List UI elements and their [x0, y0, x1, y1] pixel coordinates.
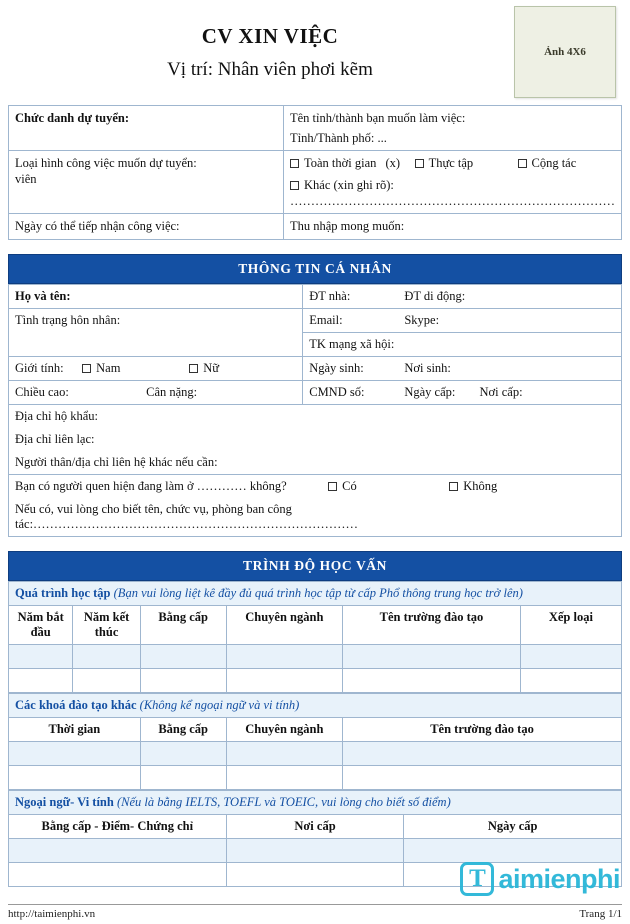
- other-courses-cell: [9, 694, 622, 718]
- reference-question-cell: [9, 475, 622, 499]
- cell[interactable]: [343, 742, 622, 766]
- position-cell: [9, 106, 284, 151]
- opt-intern-label: Thực tập: [428, 156, 474, 170]
- cell[interactable]: [9, 645, 73, 669]
- cell[interactable]: [9, 669, 73, 693]
- photo-placeholder-label: Ảnh 4X6: [544, 46, 586, 58]
- opt-fulltime-label: Toàn thời gian: [304, 156, 377, 170]
- table-row: [9, 151, 622, 214]
- salary-label: Thu nhập mong muốn:: [290, 219, 405, 233]
- gender-cell: [9, 357, 303, 381]
- education-process-note: (Bạn vui lòng liệt kê đầy đủ quá trình học tập từ cấp Phổ thông trung học trở lên): [113, 586, 523, 600]
- table-row[interactable]: [9, 839, 622, 863]
- table-row: [9, 285, 622, 309]
- table-row: [9, 428, 622, 451]
- ref-no-label: Không: [463, 479, 498, 493]
- table-row: [9, 498, 622, 537]
- cell[interactable]: [343, 766, 622, 790]
- col-year-start: Năm bắt đầu: [9, 606, 73, 645]
- opt-fulltime-mark: (x): [385, 156, 401, 170]
- cell[interactable]: [520, 645, 621, 669]
- page-subtitle: Vị trí: Nhân viên phơi kẽm: [167, 59, 373, 80]
- col-issue-date: Ngày cấp: [404, 815, 622, 839]
- table-header-row: [9, 606, 622, 645]
- relative-cell: [9, 451, 622, 475]
- cell[interactable]: [404, 839, 622, 863]
- skype-label: Skype:: [404, 313, 440, 327]
- table-header-row: [9, 718, 622, 742]
- table-row: [9, 405, 622, 429]
- col-major: Chuyên ngành: [226, 606, 342, 645]
- cell[interactable]: [343, 669, 521, 693]
- table-row[interactable]: [9, 669, 622, 693]
- col-certificate: Bằng cấp - Điểm- Chứng chỉ: [9, 815, 227, 839]
- cell[interactable]: [404, 863, 622, 887]
- gender-male-label: Nam: [96, 361, 121, 375]
- table-row[interactable]: [9, 766, 622, 790]
- cell[interactable]: [226, 645, 342, 669]
- col-time: Thời gian: [9, 718, 141, 742]
- section-banner-personal: THÔNG TIN CÁ NHÂN: [8, 254, 622, 284]
- footer-url[interactable]: http://taimienphi.vn: [8, 908, 96, 920]
- permanent-address-cell: [9, 405, 622, 429]
- table-row: [9, 357, 622, 381]
- section-banner-education: TRÌNH ĐỘ HỌC VẤN: [8, 551, 622, 581]
- marital-label: Tình trạng hôn nhân:: [15, 313, 121, 327]
- spacer-cell: [9, 333, 303, 357]
- body-cell: [9, 381, 303, 405]
- col-year-end: Năm kết thúc: [73, 606, 140, 645]
- ref-yes-label: Có: [342, 479, 357, 493]
- mobile-label: ĐT di động:: [404, 289, 466, 303]
- checkbox-male[interactable]: [82, 364, 91, 373]
- job-type-label: Loại hình công việc muốn dự tuyển:: [15, 156, 197, 170]
- reference-detail-label: Nếu có, vui lòng cho biết tên, chức vụ, phòng ban công tác:……………………………………………………………………: [15, 502, 359, 531]
- col-degree: Bằng cấp: [140, 606, 226, 645]
- table-row: [9, 214, 622, 240]
- opt-other-label: Khác (xin ghi rõ): ……………………………………………………………………: [290, 178, 615, 208]
- education-process-label: Quá trình học tập: [15, 586, 111, 600]
- relative-label: Người thân/địa chỉ liên hệ khác nếu cần:: [15, 455, 218, 469]
- cell[interactable]: [73, 645, 140, 669]
- contact-address-label: Địa chỉ liên lạc:: [15, 432, 95, 446]
- checkbox-female[interactable]: [189, 364, 198, 373]
- col-issue-place: Nơi cấp: [226, 815, 404, 839]
- id-label: CMND số:: [309, 385, 365, 399]
- col-major-2: Chuyên ngành: [226, 718, 342, 742]
- language-header-row: [9, 791, 622, 815]
- cell[interactable]: [226, 669, 342, 693]
- province-cell: [284, 106, 622, 151]
- table-row[interactable]: [9, 645, 622, 669]
- reference-detail-cell: [9, 498, 622, 537]
- table-row: [9, 333, 622, 357]
- gender-female-label: Nữ: [203, 361, 220, 375]
- id-cell: [303, 381, 622, 405]
- top-info-table: [8, 105, 622, 240]
- table-row: [9, 309, 622, 333]
- cell[interactable]: [140, 669, 226, 693]
- col-school: Tên trường đào tạo: [343, 606, 521, 645]
- table-row[interactable]: [9, 742, 622, 766]
- table-header-row: [9, 815, 622, 839]
- home-phone-label: ĐT nhà:: [309, 289, 351, 303]
- cell[interactable]: [9, 863, 227, 887]
- start-date-label: Ngày có thể tiếp nhận công việc:: [15, 219, 180, 233]
- table-row[interactable]: [9, 863, 622, 887]
- checkbox-intern[interactable]: [415, 159, 424, 168]
- language-label: Ngoại ngữ- Vi tính: [15, 795, 114, 809]
- logo-mark-icon: T: [460, 862, 494, 896]
- opt-collab-label: Cộng tác: [531, 156, 577, 170]
- cell[interactable]: [140, 645, 226, 669]
- checkbox-ref-no[interactable]: [449, 482, 458, 491]
- other-courses-label: Các khoá đào tạo khác: [15, 698, 137, 712]
- id-date-label: Ngày cấp:: [404, 385, 456, 399]
- education-table: [8, 581, 622, 693]
- job-type-label-2: viên: [15, 172, 37, 186]
- col-school-2: Tên trường đào tạo: [343, 718, 622, 742]
- table-row: [9, 475, 622, 499]
- other-courses-table: [8, 693, 622, 790]
- weight-label: Cân nặng:: [146, 385, 198, 399]
- logo-text: aimienphi: [498, 863, 620, 894]
- language-it-table: [8, 790, 622, 887]
- salary-cell: [284, 214, 622, 240]
- photo-placeholder: [514, 6, 616, 98]
- cell[interactable]: [140, 742, 226, 766]
- birth-label: Ngày sinh:: [309, 361, 364, 375]
- social-cell: [303, 333, 622, 357]
- email-cell: [303, 309, 622, 333]
- email-label: Email:: [309, 313, 343, 327]
- col-degree-2: Bằng cấp: [140, 718, 226, 742]
- job-type-options-cell: [284, 151, 622, 214]
- document-footer: [8, 904, 622, 920]
- start-date-cell: [9, 214, 284, 240]
- social-label: TK mạng xã hội:: [309, 337, 395, 351]
- table-row: [9, 381, 622, 405]
- gender-label: Giới tính:: [15, 361, 64, 375]
- education-process-cell: [9, 582, 622, 606]
- footer-page: Trang 1/1: [579, 908, 622, 920]
- job-type-cell: [9, 151, 284, 214]
- cell[interactable]: [343, 645, 521, 669]
- education-process-header-row: [9, 582, 622, 606]
- height-label: Chiều cao:: [15, 385, 69, 399]
- cell[interactable]: [9, 839, 227, 863]
- cell[interactable]: [9, 766, 141, 790]
- cell[interactable]: [73, 669, 140, 693]
- checkbox-collab[interactable]: [518, 159, 527, 168]
- personal-info-table: [8, 284, 622, 537]
- cell[interactable]: [520, 669, 621, 693]
- checkbox-fulltime[interactable]: [290, 159, 299, 168]
- cell[interactable]: [226, 839, 404, 863]
- page-title: CV XIN VIỆC: [201, 24, 339, 48]
- province-value: Tỉnh/Thành phố: ...: [290, 131, 387, 145]
- checkbox-other[interactable]: [290, 181, 299, 190]
- other-courses-note: (Không kể ngoại ngữ và vi tính): [139, 698, 300, 712]
- checkbox-ref-yes[interactable]: [328, 482, 337, 491]
- position-label: Chức danh dự tuyển:: [15, 111, 129, 125]
- cell[interactable]: [226, 766, 342, 790]
- marital-cell: [9, 309, 303, 333]
- reference-question-label: Bạn có người quen hiện đang làm ở ………… không?: [15, 479, 287, 493]
- fullname-cell: [9, 285, 303, 309]
- birth-cell: [303, 357, 622, 381]
- cell[interactable]: [9, 742, 141, 766]
- fullname-label: Họ và tên:: [15, 289, 71, 303]
- cell[interactable]: [226, 742, 342, 766]
- document-header: [8, 0, 622, 105]
- table-row: [9, 451, 622, 475]
- phone-cell: [303, 285, 622, 309]
- language-note: (Nếu là bằng IELTS, TOEFL và TOEIC, vui lòng cho biết số điểm): [116, 795, 451, 809]
- cell[interactable]: [226, 863, 404, 887]
- id-place-label: Nơi cấp:: [479, 385, 523, 399]
- contact-address-cell: [9, 428, 622, 451]
- table-row: [9, 106, 622, 151]
- cell[interactable]: [140, 766, 226, 790]
- other-courses-header-row: [9, 694, 622, 718]
- permanent-address-label: Địa chỉ hộ khẩu:: [15, 409, 98, 423]
- birthplace-label: Nơi sinh:: [404, 361, 451, 375]
- col-rank: Xếp loại: [520, 606, 621, 645]
- province-label: Tên tỉnh/thành bạn muốn làm việc:: [290, 111, 466, 125]
- language-cell: [9, 791, 622, 815]
